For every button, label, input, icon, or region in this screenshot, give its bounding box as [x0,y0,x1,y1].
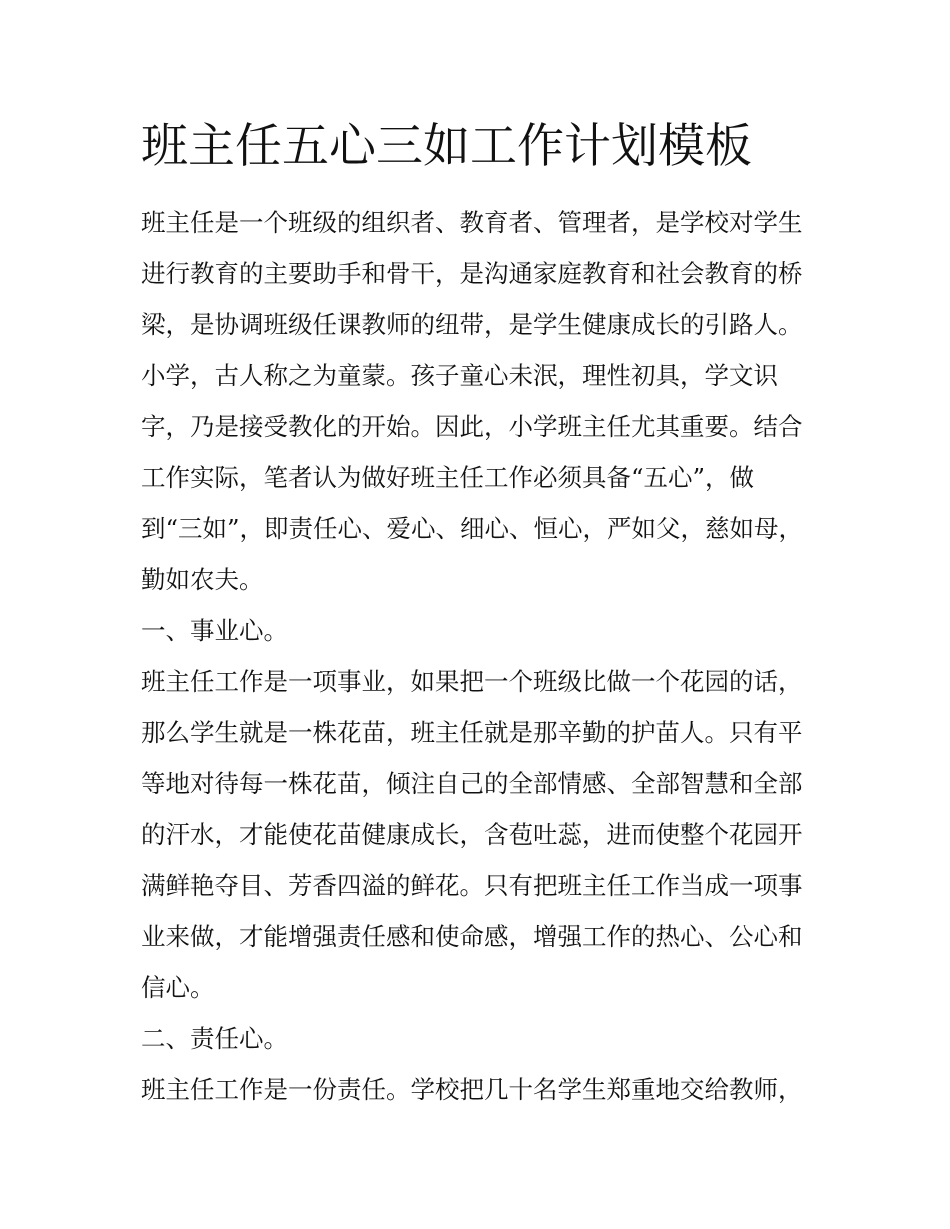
text-line: 业来做，才能增强责任感和使命感，增强工作的热心、公心和 [141,922,803,951]
text-line: 那么学生就是一株花苗，班主任就是那辛勤的护苗人。只有平 [141,718,803,747]
text-line: 梁，是协调班级任课教师的纽带，是学生健康成长的引路人。 [141,310,803,339]
document-title: 班主任五心三如工作计划模板 [141,119,752,174]
text-line: 勤如农夫。 [141,565,264,594]
text-line: 的汗水，才能使花苗健康成长，含苞吐蕊，进而使整个花园开 [141,820,803,849]
text-line: 班主任工作是一项事业，如果把一个班级比做一个花园的话， [141,667,803,696]
text-line: 字，乃是接受教化的开始。因此，小学班主任尤其重要。结合 [141,412,803,441]
section-heading-2: 二、责任心。 [141,1024,288,1053]
text-line: 进行教育的主要助手和骨干，是沟通家庭教育和社会教育的桥 [141,259,803,288]
text-line: 小学，古人称之为童蒙。孩子童心未泯，理性初具，学文识 [141,361,778,390]
section-heading-1: 一、事业心。 [141,616,288,645]
document-body [141,197,831,1115]
text-line: 班主任工作是一份责任。学校把几十名学生郑重地交给教师， [141,1075,803,1104]
text-line: 到“三如”，即责任心、爱心、细心、恒心，严如父，慈如母， [141,514,804,543]
text-line: 等地对待每一株花苗，倾注自己的全部情感、全部智慧和全部 [141,769,803,798]
text-line: 工作实际，笔者认为做好班主任工作必须具备“五心”，做 [141,463,755,492]
text-line: 信心。 [141,973,215,1002]
text-line: 满鲜艳夺目、芳香四溢的鲜花。只有把班主任工作当成一项事 [141,871,803,900]
text-line: 班主任是一个班级的组织者、教育者、管理者，是学校对学生 [141,208,803,237]
